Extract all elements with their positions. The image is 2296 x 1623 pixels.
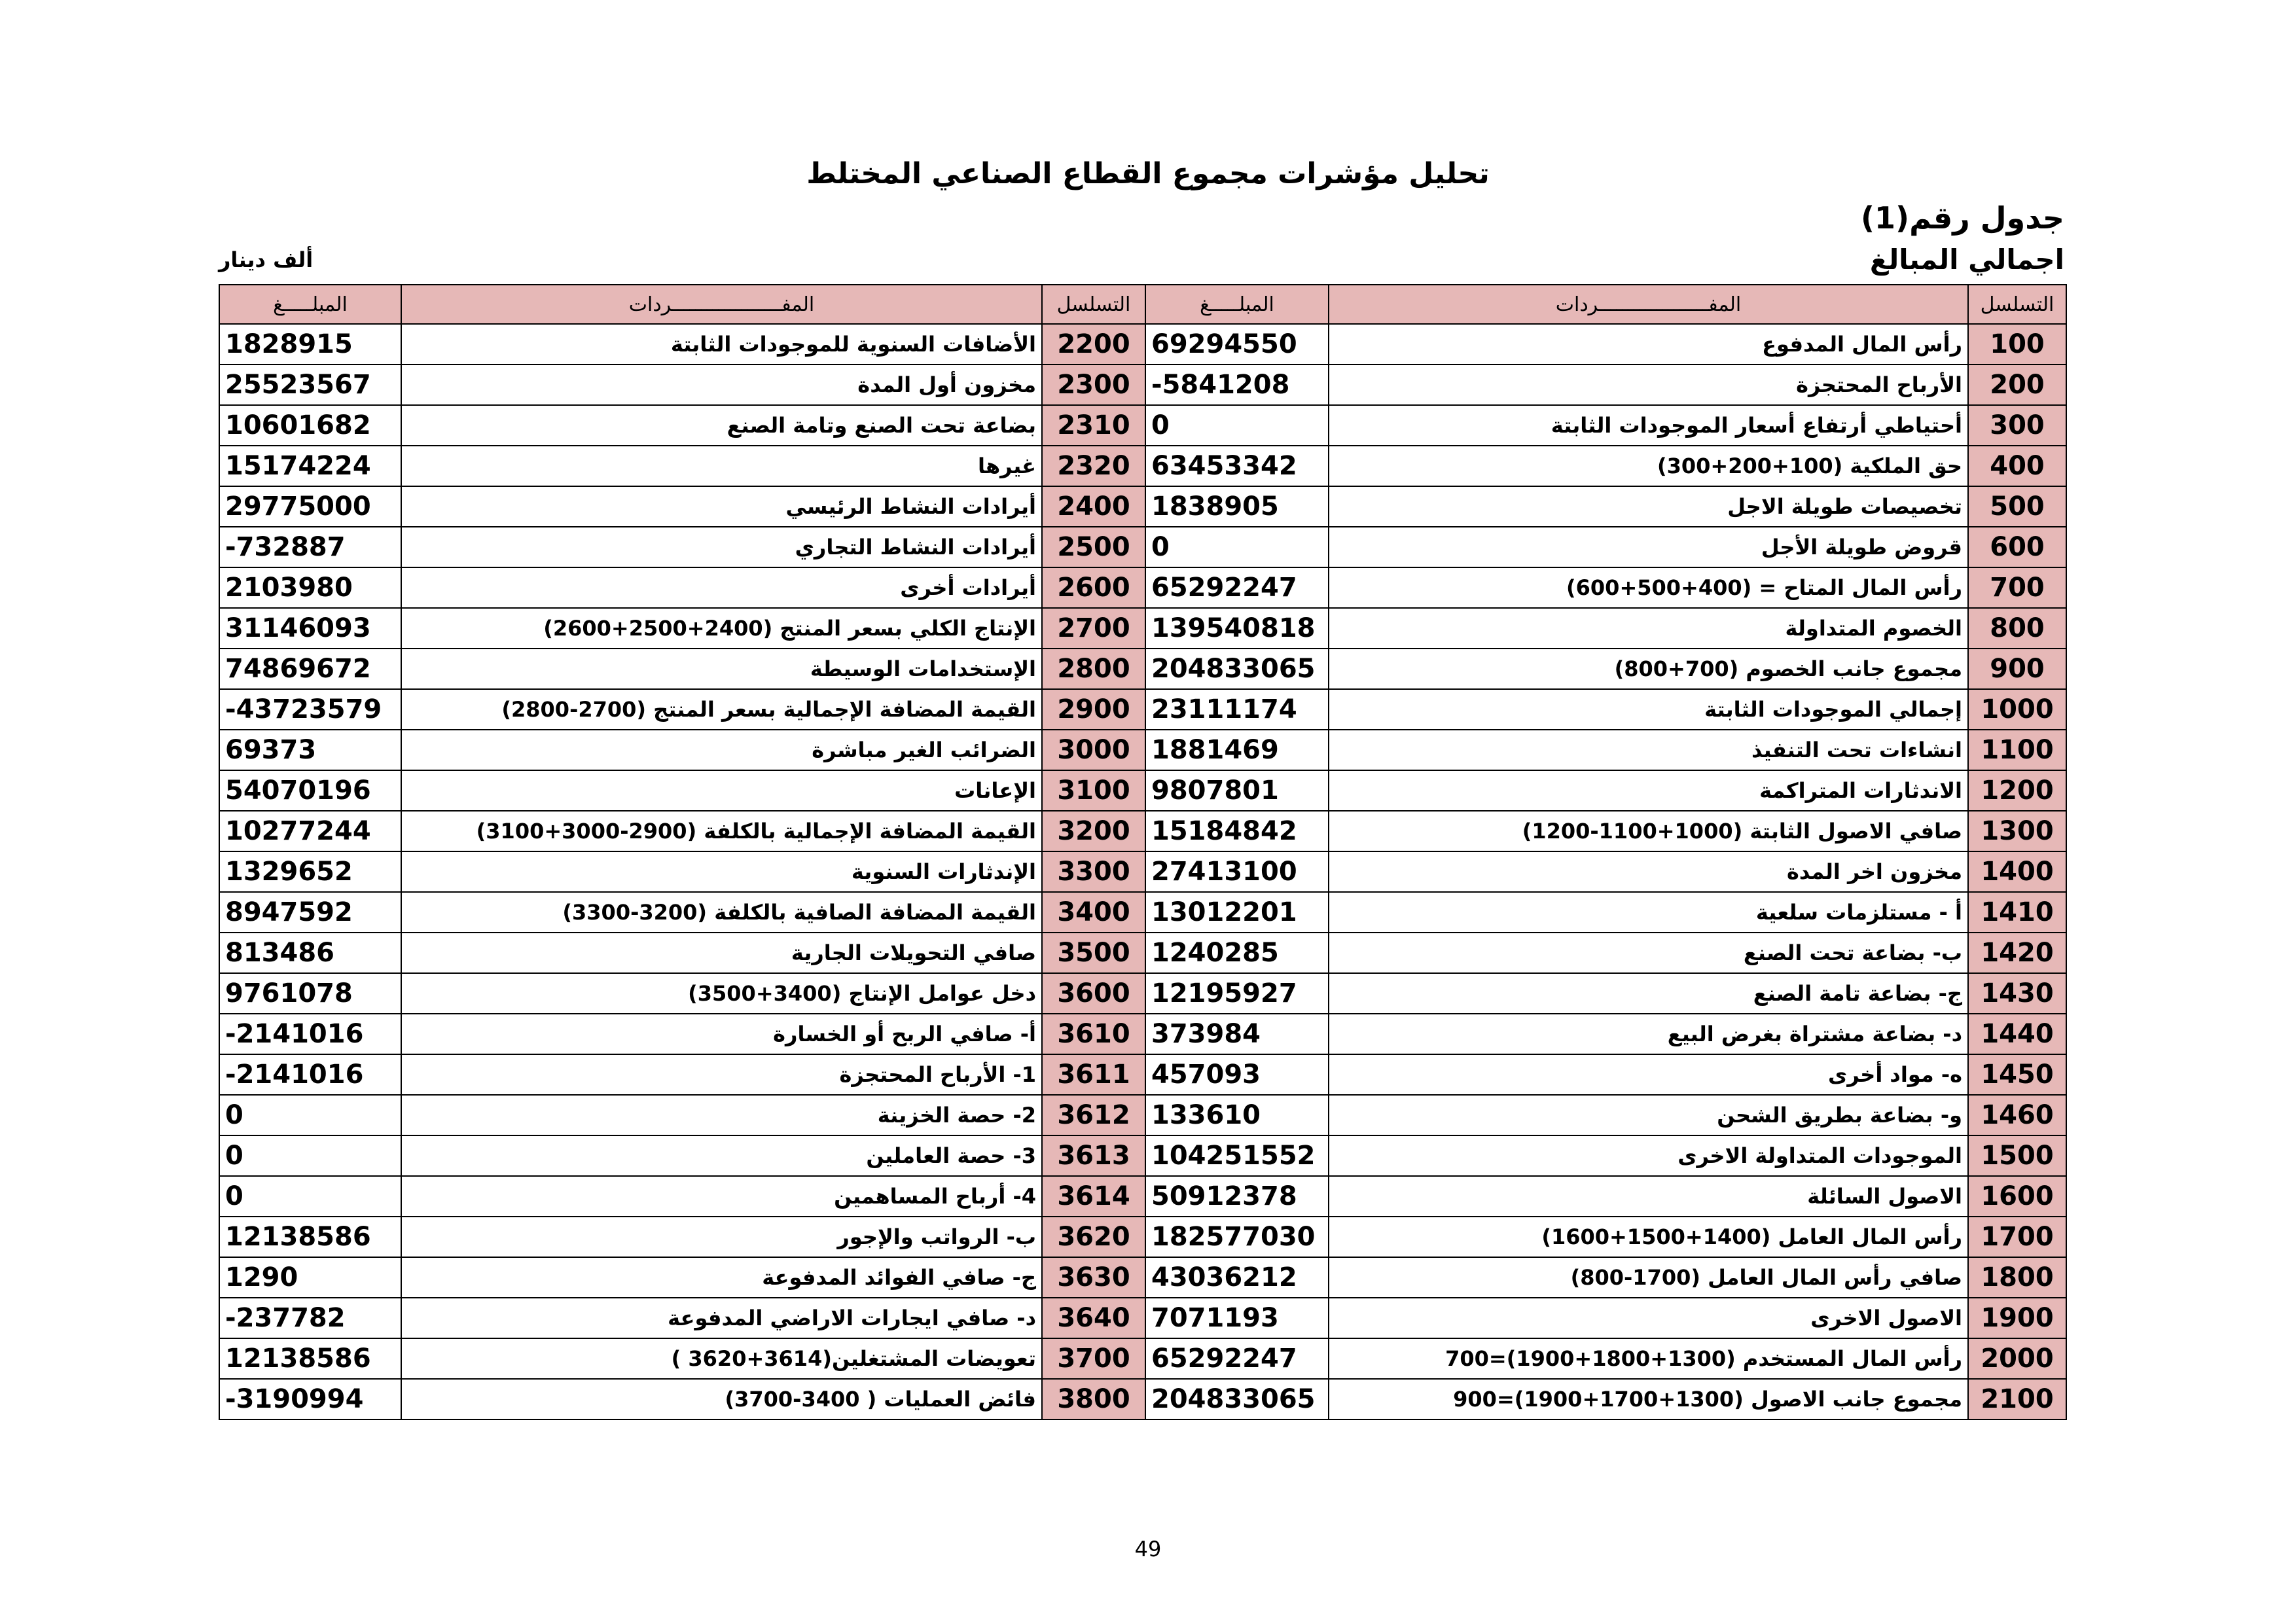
- desc-cell: رأس المال المستخدم (1300+1800+1900)=700: [1329, 1338, 1968, 1379]
- amount-cell: 15184842: [1145, 811, 1329, 851]
- table-row: [219, 1379, 2066, 1419]
- header-seq-left: التسلسل: [1042, 285, 1145, 324]
- seq-cell: 3613: [1042, 1135, 1145, 1176]
- seq-cell: 400: [1968, 446, 2066, 486]
- desc-cell: أيرادات النشاط التجاري: [401, 527, 1042, 567]
- header-desc-right: المفـــــــــــــــــــردات: [1329, 285, 1968, 324]
- table-row: [219, 689, 2066, 730]
- desc-cell: الاصول الاخرى: [1329, 1298, 1968, 1338]
- table-row: [219, 446, 2066, 486]
- amount-cell: 1240285: [1145, 933, 1329, 973]
- desc-cell: أ - مستلزمات سلعية: [1329, 892, 1968, 933]
- desc-cell: رأس المال المدفوع: [1329, 324, 1968, 365]
- desc-cell: د- بضاعة مشتراة بغرض البيع: [1329, 1014, 1968, 1054]
- amount-cell: 63453342: [1145, 446, 1329, 486]
- desc-cell: صافي التحويلات الجارية: [401, 933, 1042, 973]
- amount-cell: 31146093: [219, 608, 401, 649]
- amount-cell: 7071193: [1145, 1298, 1329, 1338]
- desc-cell: ج- صافي الفوائد المدفوعة: [401, 1257, 1042, 1298]
- header-seq-right: التسلسل: [1968, 285, 2066, 324]
- amount-cell: 12195927: [1145, 973, 1329, 1014]
- seq-cell: 3500: [1042, 933, 1145, 973]
- amount-cell: 9761078: [219, 973, 401, 1014]
- indicators-table: [219, 284, 2067, 1420]
- seq-cell: 1450: [1968, 1054, 2066, 1095]
- table-row: [219, 608, 2066, 649]
- seq-cell: 3614: [1042, 1176, 1145, 1217]
- desc-cell: 2- حصة الخزينة: [401, 1095, 1042, 1135]
- seq-cell: 1300: [1968, 811, 2066, 851]
- seq-cell: 3612: [1042, 1095, 1145, 1135]
- desc-cell: حق الملكية (100+200+300): [1329, 446, 1968, 486]
- desc-cell: صافي الاصول الثابتة (1000+1100-1200): [1329, 811, 1968, 851]
- table-row: [219, 486, 2066, 527]
- seq-cell: 2100: [1968, 1379, 2066, 1419]
- desc-cell: مخزون أول المدة: [401, 365, 1042, 405]
- seq-cell: 1500: [1968, 1135, 2066, 1176]
- amount-cell: 0: [219, 1095, 401, 1135]
- seq-cell: 2400: [1042, 486, 1145, 527]
- amount-cell: 182577030: [1145, 1217, 1329, 1257]
- desc-cell: أحتياطي أرتفاع أسعار الموجودات الثابتة: [1329, 405, 1968, 446]
- seq-cell: 3800: [1042, 1379, 1145, 1419]
- table-row: [219, 649, 2066, 689]
- desc-cell: دخل عوامل الإنتاج (3400+3500): [401, 973, 1042, 1014]
- seq-cell: 1460: [1968, 1095, 2066, 1135]
- seq-cell: 3100: [1042, 770, 1145, 811]
- seq-cell: 1600: [1968, 1176, 2066, 1217]
- seq-cell: 2700: [1042, 608, 1145, 649]
- desc-cell: 1- الأرباح المحتجزة: [401, 1054, 1042, 1095]
- table-row: [219, 527, 2066, 567]
- table-row: [219, 892, 2066, 933]
- seq-cell: 600: [1968, 527, 2066, 567]
- seq-cell: 1440: [1968, 1014, 2066, 1054]
- seq-cell: 3620: [1042, 1217, 1145, 1257]
- desc-cell: رأس المال المتاح = (400+500+600): [1329, 567, 1968, 608]
- seq-cell: 2300: [1042, 365, 1145, 405]
- seq-cell: 700: [1968, 567, 2066, 608]
- amount-cell: 204833065: [1145, 1379, 1329, 1419]
- desc-cell: رأس المال العامل (1400+1500+1600): [1329, 1217, 1968, 1257]
- seq-cell: 3600: [1042, 973, 1145, 1014]
- desc-cell: د- صافي ايجارات الاراضي المدفوعة: [401, 1298, 1042, 1338]
- amount-cell: 1290: [219, 1257, 401, 1298]
- table-row: [219, 567, 2066, 608]
- seq-cell: 1400: [1968, 851, 2066, 892]
- amount-cell: 65292247: [1145, 567, 1329, 608]
- header-amount-left: المبلـــــغ: [219, 285, 401, 324]
- desc-cell: صافي رأس المال العامل (1700-800): [1329, 1257, 1968, 1298]
- amount-cell: 0: [1145, 527, 1329, 567]
- desc-cell: تخصيصات طويلة الاجل: [1329, 486, 1968, 527]
- amount-cell: 2103980: [219, 567, 401, 608]
- desc-cell: مجموع جانب الخصوم (700+800): [1329, 649, 1968, 689]
- desc-cell: الضرائب الغير مباشرة: [401, 730, 1042, 770]
- desc-cell: الخصوم المتداولة: [1329, 608, 1968, 649]
- amount-cell: 0: [219, 1176, 401, 1217]
- table-row: [219, 1298, 2066, 1338]
- seq-cell: 1900: [1968, 1298, 2066, 1338]
- seq-cell: 1100: [1968, 730, 2066, 770]
- table-row: [219, 1135, 2066, 1176]
- desc-cell: انشاءات تحت التنفيذ: [1329, 730, 1968, 770]
- table-row: [219, 1176, 2066, 1217]
- table-row: [219, 1217, 2066, 1257]
- amount-cell: 10277244: [219, 811, 401, 851]
- amount-cell: 8947592: [219, 892, 401, 933]
- desc-cell: ب- بضاعة تحت الصنع: [1329, 933, 1968, 973]
- table-row: [219, 811, 2066, 851]
- header-amount-right: المبلـــــغ: [1145, 285, 1329, 324]
- amount-cell: 104251552: [1145, 1135, 1329, 1176]
- amount-cell: 74869672: [219, 649, 401, 689]
- desc-cell: مجموع جانب الاصول (1300+1700+1900)=900: [1329, 1379, 1968, 1419]
- table-row: [219, 730, 2066, 770]
- seq-cell: 1700: [1968, 1217, 2066, 1257]
- amount-cell: 29775000: [219, 486, 401, 527]
- desc-cell: 3- حصة العاملين: [401, 1135, 1042, 1176]
- table-row: [219, 770, 2066, 811]
- table-row: [219, 365, 2066, 405]
- desc-cell: أيرادات النشاط الرئيسي: [401, 486, 1042, 527]
- table-body: [219, 324, 2066, 1419]
- table-row: [219, 1095, 2066, 1135]
- amount-cell: 1329652: [219, 851, 401, 892]
- seq-cell: 2800: [1042, 649, 1145, 689]
- amount-cell: -5841208: [1145, 365, 1329, 405]
- table-row: [219, 405, 2066, 446]
- seq-cell: 3200: [1042, 811, 1145, 851]
- amount-cell: 27413100: [1145, 851, 1329, 892]
- amount-cell: 457093: [1145, 1054, 1329, 1095]
- desc-cell: أ- صافي الربح أو الخسارة: [401, 1014, 1042, 1054]
- table-row: [219, 933, 2066, 973]
- seq-cell: 3000: [1042, 730, 1145, 770]
- seq-cell: 2000: [1968, 1338, 2066, 1379]
- seq-cell: 1000: [1968, 689, 2066, 730]
- desc-cell: فائض العمليات ( 3400-3700): [401, 1379, 1042, 1419]
- desc-cell: مخزون اخر المدة: [1329, 851, 1968, 892]
- seq-cell: 3300: [1042, 851, 1145, 892]
- desc-cell: غيرها: [401, 446, 1042, 486]
- seq-cell: 1430: [1968, 973, 2066, 1014]
- table-row: [219, 851, 2066, 892]
- seq-cell: 500: [1968, 486, 2066, 527]
- seq-cell: 1800: [1968, 1257, 2066, 1298]
- desc-cell: الإندثارات السنوية: [401, 851, 1042, 892]
- table-row: [219, 1014, 2066, 1054]
- seq-cell: 300: [1968, 405, 2066, 446]
- amount-cell: 23111174: [1145, 689, 1329, 730]
- amount-cell: 12138586: [219, 1217, 401, 1257]
- amount-cell: 9807801: [1145, 770, 1329, 811]
- seq-cell: 2320: [1042, 446, 1145, 486]
- desc-cell: الأضافات السنوية للموجودات الثابتة: [401, 324, 1042, 365]
- amount-cell: 50912378: [1145, 1176, 1329, 1217]
- amount-cell: -43723579: [219, 689, 401, 730]
- table-row: [219, 1054, 2066, 1095]
- amount-cell: -3190994: [219, 1379, 401, 1419]
- table-row: [219, 1338, 2066, 1379]
- table-row: [219, 1257, 2066, 1298]
- amount-cell: 12138586: [219, 1338, 401, 1379]
- seq-cell: 1200: [1968, 770, 2066, 811]
- amount-cell: 69373: [219, 730, 401, 770]
- amount-cell: -237782: [219, 1298, 401, 1338]
- amount-cell: 65292247: [1145, 1338, 1329, 1379]
- seq-cell: 800: [1968, 608, 2066, 649]
- currency-unit: ألف دينار: [219, 247, 314, 272]
- amount-cell: 10601682: [219, 405, 401, 446]
- seq-cell: 1420: [1968, 933, 2066, 973]
- amount-cell: 139540818: [1145, 608, 1329, 649]
- table-subtitle: اجمالي المبالغ: [1869, 243, 2064, 276]
- amount-cell: -2141016: [219, 1054, 401, 1095]
- desc-cell: القيمة المضافة الإجمالية بسعر المنتج (2700-2800): [401, 689, 1042, 730]
- amount-cell: 25523567: [219, 365, 401, 405]
- amount-cell: 133610: [1145, 1095, 1329, 1135]
- seq-cell: 3611: [1042, 1054, 1145, 1095]
- amount-cell: 1881469: [1145, 730, 1329, 770]
- desc-cell: 4- أرباح المساهمين: [401, 1176, 1042, 1217]
- seq-cell: 3700: [1042, 1338, 1145, 1379]
- amount-cell: -732887: [219, 527, 401, 567]
- desc-cell: الأرباح المحتجزة: [1329, 365, 1968, 405]
- amount-cell: 813486: [219, 933, 401, 973]
- desc-cell: ب- الرواتب والإجور: [401, 1217, 1042, 1257]
- amount-cell: 204833065: [1145, 649, 1329, 689]
- amount-cell: 43036212: [1145, 1257, 1329, 1298]
- table-header-row: [219, 285, 2066, 324]
- desc-cell: الاندثارات المتراكمة: [1329, 770, 1968, 811]
- desc-cell: الإنتاج الكلي بسعر المنتج (2400+2500+2600): [401, 608, 1042, 649]
- header-desc-left: المفـــــــــــــــــــردات: [401, 285, 1042, 324]
- desc-cell: الإستخدامات الوسيطة: [401, 649, 1042, 689]
- seq-cell: 3400: [1042, 892, 1145, 933]
- amount-cell: 15174224: [219, 446, 401, 486]
- amount-cell: 0: [1145, 405, 1329, 446]
- seq-cell: 3630: [1042, 1257, 1145, 1298]
- desc-cell: و- بضاعة بطريق الشحن: [1329, 1095, 1968, 1135]
- seq-cell: 3640: [1042, 1298, 1145, 1338]
- table-row: [219, 324, 2066, 365]
- amount-cell: 1828915: [219, 324, 401, 365]
- table-label: جدول رقم(1): [1861, 200, 2064, 236]
- seq-cell: 200: [1968, 365, 2066, 405]
- amount-cell: -2141016: [219, 1014, 401, 1054]
- desc-cell: قروض طويلة الأجل: [1329, 527, 1968, 567]
- amount-cell: 69294550: [1145, 324, 1329, 365]
- amount-cell: 373984: [1145, 1014, 1329, 1054]
- amount-cell: 1838905: [1145, 486, 1329, 527]
- page-title: تحليل مؤشرات مجموع القطاع الصناعي المختلط: [806, 157, 1490, 190]
- seq-cell: 1410: [1968, 892, 2066, 933]
- desc-cell: القيمة المضافة الصافية بالكلفة (3200-3300): [401, 892, 1042, 933]
- desc-cell: القيمة المضافة الإجمالية بالكلفة (2900-3000+3100): [401, 811, 1042, 851]
- seq-cell: 2200: [1042, 324, 1145, 365]
- desc-cell: الإعانات: [401, 770, 1042, 811]
- amount-cell: 54070196: [219, 770, 401, 811]
- seq-cell: 2900: [1042, 689, 1145, 730]
- desc-cell: الموجودات المتداولة الاخرى: [1329, 1135, 1968, 1176]
- desc-cell: إجمالي الموجودات الثابتة: [1329, 689, 1968, 730]
- desc-cell: ه- مواد أخرى: [1329, 1054, 1968, 1095]
- desc-cell: أيرادات أخرى: [401, 567, 1042, 608]
- seq-cell: 100: [1968, 324, 2066, 365]
- amount-cell: 0: [219, 1135, 401, 1176]
- seq-cell: 2500: [1042, 527, 1145, 567]
- desc-cell: ج- بضاعة تامة الصنع: [1329, 973, 1968, 1014]
- desc-cell: الاصول السائلة: [1329, 1176, 1968, 1217]
- seq-cell: 900: [1968, 649, 2066, 689]
- desc-cell: بضاعة تحت الصنع وتامة الصنع: [401, 405, 1042, 446]
- seq-cell: 3610: [1042, 1014, 1145, 1054]
- seq-cell: 2600: [1042, 567, 1145, 608]
- page-number: 49: [1134, 1537, 1162, 1561]
- seq-cell: 2310: [1042, 405, 1145, 446]
- amount-cell: 13012201: [1145, 892, 1329, 933]
- desc-cell: تعويضات المشتغلين(3614+3620 ): [401, 1338, 1042, 1379]
- table-row: [219, 973, 2066, 1014]
